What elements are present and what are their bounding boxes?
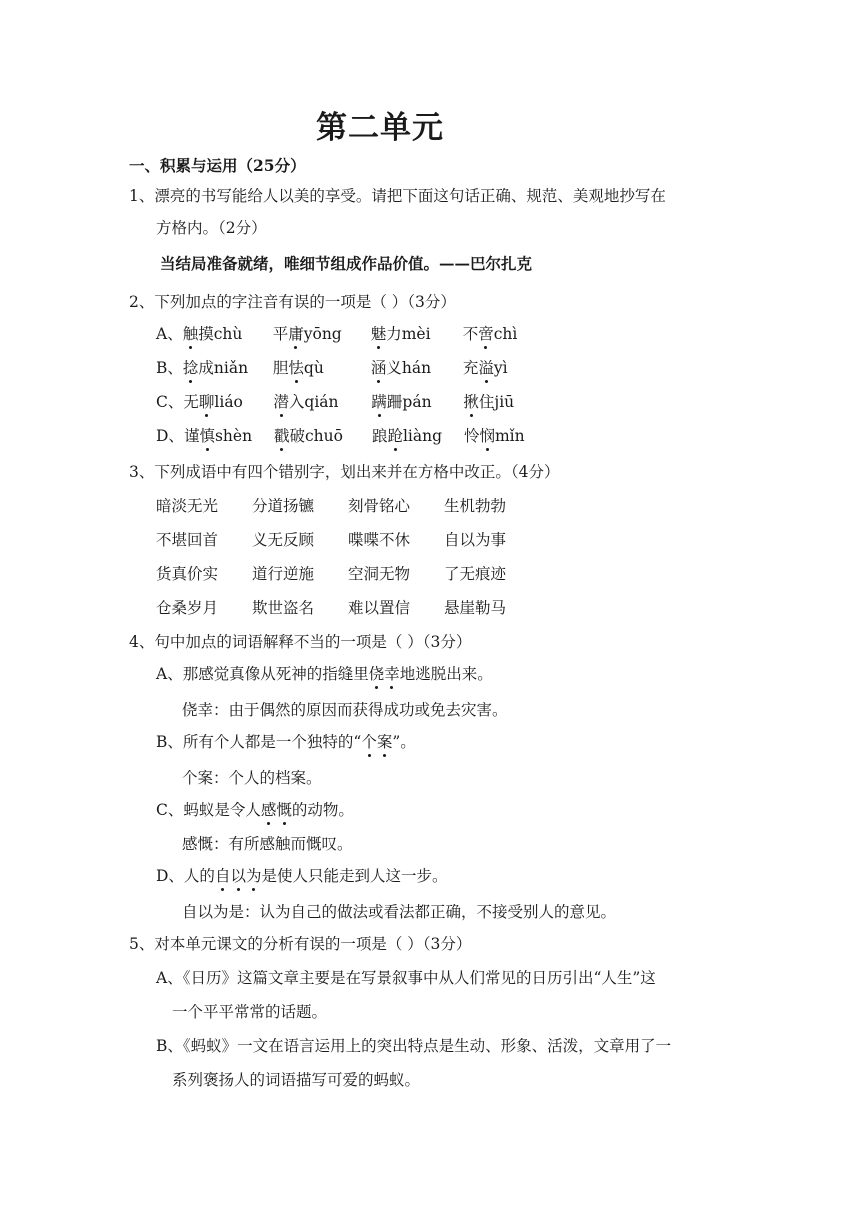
idiom: 空洞无物 bbox=[348, 565, 411, 583]
option-label: A、 bbox=[156, 325, 183, 343]
q2-option-b bbox=[156, 358, 508, 378]
idiom: 了无痕迹 bbox=[444, 565, 507, 583]
idiom: 自以为事 bbox=[444, 531, 507, 549]
q4-option-b: B、所有个人都是一个独特的“个案”。 bbox=[156, 733, 416, 751]
option-item: 蹒跚pán bbox=[371, 393, 432, 411]
q1-stem-line2: 方格内。（2分） bbox=[156, 219, 267, 237]
idiom: 道行逆施 bbox=[252, 565, 315, 583]
idiom: 货真价实 bbox=[156, 565, 219, 583]
q4-explanation-c: 感慨：有所感触而慨叹。 bbox=[182, 835, 353, 853]
option-label: C、 bbox=[156, 393, 184, 411]
q4-stem: 4、句中加点的词语解释不当的一项是（ ）（3分） bbox=[129, 633, 472, 651]
idiom-row bbox=[156, 496, 540, 516]
q2-option-a bbox=[156, 324, 517, 344]
option-item: 胆怯qù bbox=[272, 359, 324, 377]
q4-explanation-b: 个案：个人的档案。 bbox=[182, 769, 322, 787]
q2-option-c bbox=[156, 392, 514, 412]
option-item: 戳破chuō bbox=[273, 427, 343, 445]
q1-quote: 当结局准备就绪，唯细节组成作品价值。——巴尔扎克 bbox=[160, 254, 533, 273]
option-item: 潜入qián bbox=[273, 393, 339, 411]
idiom: 喋喋不休 bbox=[348, 531, 411, 549]
q5-option-b-line2: 系列褒扬人的词语描写可爱的蚂蚁。 bbox=[172, 1071, 421, 1089]
idiom: 分道扬镳 bbox=[252, 497, 315, 515]
q2-stem: 2、下列加点的字注音有误的一项是（ ）（3分） bbox=[129, 293, 456, 311]
q5-option-a-line2: 一个平平常常的话题。 bbox=[172, 1003, 328, 1021]
idiom: 暗淡无光 bbox=[156, 497, 219, 515]
option-item: 平庸yōng bbox=[272, 325, 342, 343]
option-item: 怜悯mǐn bbox=[463, 427, 525, 445]
q5-option-a-line1: A、《日历》这篇文章主要是在写景叙事中从人们常见的日历引出“人生”这 bbox=[156, 969, 656, 987]
idiom: 不堪回首 bbox=[156, 531, 219, 549]
option-item: 魅力mèi bbox=[370, 325, 431, 343]
dotted-word: 感慨 bbox=[260, 801, 292, 819]
idiom-row bbox=[156, 564, 540, 584]
idiom: 义无反顾 bbox=[252, 531, 315, 549]
q5-option-b-line1: B、《蚂蚁》一文在语言运用上的突出特点是生动、形象、活泼，文章用了一 bbox=[156, 1037, 672, 1055]
page-title: 第二单元 bbox=[316, 110, 444, 146]
dotted-word: 侥幸 bbox=[368, 665, 400, 683]
option-label: B、 bbox=[156, 359, 183, 377]
q4-explanation-d: 自以为是：认为自己的做法或看法都正确，不接受别人的意见。 bbox=[182, 903, 617, 921]
idiom: 悬崖勒马 bbox=[444, 599, 507, 617]
q1-stem-line1: 1、漂亮的书写能给人以美的享受。请把下面这句话正确、规范、美观地抄写在 bbox=[129, 187, 666, 205]
idiom: 仓桑岁月 bbox=[156, 599, 219, 617]
q5-stem: 5、对本单元课文的分析有误的一项是（ ）（3分） bbox=[129, 935, 472, 953]
dotted-word: 个案 bbox=[361, 733, 393, 751]
option-item: 充溢yì bbox=[462, 359, 508, 377]
q4-option-c: C、蚂蚁是令人感慨的动物。 bbox=[156, 801, 354, 819]
option-item: 谨慎shèn bbox=[183, 427, 253, 445]
option-item: 触摸chù bbox=[182, 325, 243, 343]
option-item: 踉跄liàng bbox=[371, 427, 443, 445]
q4-option-a: A、那感觉真像从死神的指缝里侥幸地逃脱出来。 bbox=[156, 665, 493, 683]
idiom: 难以置信 bbox=[348, 599, 411, 617]
option-item: 无聊liáo bbox=[183, 393, 243, 411]
option-item: 涵义hán bbox=[370, 359, 432, 377]
dotted-word: 自以为 bbox=[214, 867, 262, 885]
idiom: 欺世盗名 bbox=[252, 599, 315, 617]
option-label: D、 bbox=[156, 427, 184, 445]
q2-option-d bbox=[156, 426, 525, 446]
option-item: 不啻chì bbox=[462, 325, 518, 343]
idiom: 生机勃勃 bbox=[444, 497, 507, 515]
q4-explanation-a: 侥幸：由于偶然的原因而获得成功或免去灾害。 bbox=[182, 701, 508, 719]
idiom-row bbox=[156, 598, 540, 618]
idiom: 刻骨铭心 bbox=[348, 497, 411, 515]
q3-stem: 3、下列成语中有四个错别字，划出来并在方格中改正。（4分） bbox=[129, 463, 560, 481]
option-item: 揪住jiū bbox=[463, 393, 515, 411]
idiom-row bbox=[156, 530, 540, 550]
section-heading: 一、积累与运用（25分） bbox=[129, 156, 306, 175]
q4-option-d: D、人的自以为是使人只能走到人这一步。 bbox=[156, 867, 448, 885]
option-item: 捻成niǎn bbox=[182, 359, 249, 377]
